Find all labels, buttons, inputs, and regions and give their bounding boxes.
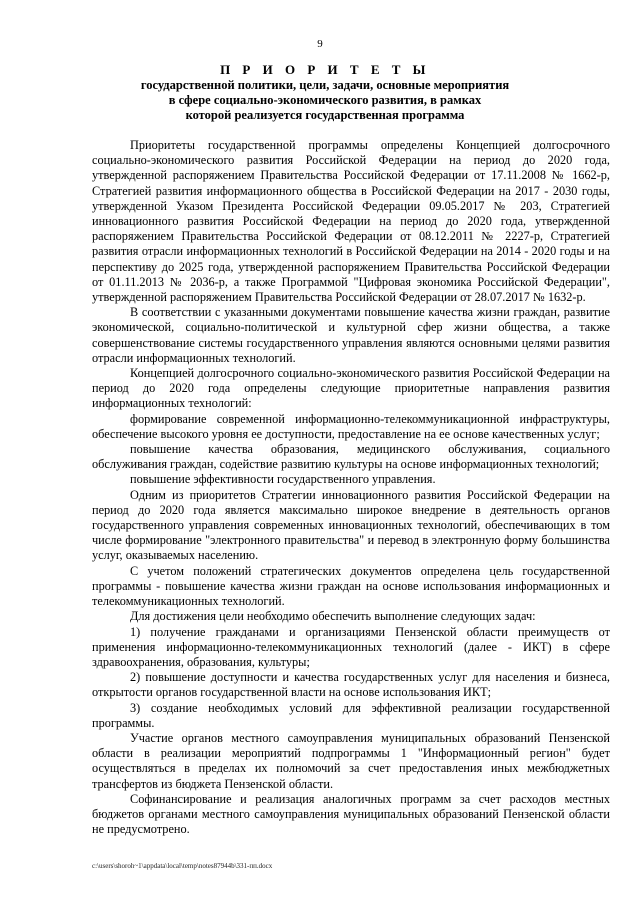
title-line-2: государственной политики, цели, задачи, основные мероприятия [140, 78, 510, 92]
title-line-4: которой реализуется государственная программа [185, 108, 465, 122]
title-line-3: в сфере социально-экономического развития, в рамках [168, 93, 482, 107]
paragraph: повышение эффективности государственного управления. [130, 472, 436, 487]
paragraph: Участие органов местного самоуправления муниципальных образований Пензенской области в реализации мероприятий подпрограммы 1 "Информационный регион" будет осуществляться в пределах их полномочий за счет предоставления иных межбюджетных трансфертов из бюджета Пензенской области. [92, 730, 610, 791]
file-path-footer: c:\users\shoroh~1\appdata\local\temp\notes87944b\331-пп.docx [92, 862, 273, 870]
paragraph: 1) получение гражданами и организациями Пензенской области преимуществ от применения информационно-телекоммуникационных технологий (далее - ИКТ) в сфере здравоохранения, образования, культуры; [92, 624, 610, 669]
paragraph: Для достижения цели необходимо обеспечить выполнение следующих задач: [130, 609, 536, 624]
title-line-1: П Р И О Р И Т Е Т Ы [220, 62, 430, 77]
paragraph: формирование современной информационно-телекоммуникационной инфраструктуры, обеспечение высокого уровня ее доступности, предоставление на ее основе качественных услуг; [92, 411, 610, 441]
paragraph: Приоритеты государственной программы определены Концепцией долгосрочного социально-экономического развития Российской Федерации на период до 2020 года, утвержденной распоряжением Правительства Российской Федерации от 17.11.2008 № 1662-р, Стратегией развития информационного общества в Российской Федерации на 2017 - 2030 годы, утвержденной Указом Президента Российской Федерации 09.05.2017 № 203, Стратегией инновационного развития Российской Федерации на период до 2020 года, утвержденной распоряжением Правительства Российской Федерации от 08.12.2011 № 2227-р, Стратегией развития отрасли информационных технологий в Российской Федерации на 2014 - 2020 годы и на перспективу до 2025 года, утвержденной распоряжением Правительства Российской Федерации от 01.11.2013 № 2036-р, а также Программой "Цифровая экономика Российской Федерации", утвержденной распоряжением Правительства Российской Федерации от 28.07.2017 № 1632-р. [92, 138, 610, 305]
paragraph: 2) повышение доступности и качества государственных услуг для населения и бизнеса, открытости органов государственной власти на основе использования ИКТ; [92, 670, 610, 700]
document-body [92, 138, 610, 837]
paragraph: С учетом положений стратегических документов определена цель государственной программы - повышение качества жизни граждан на основе использования информационных и телекоммуникационных технологий. [92, 563, 610, 609]
paragraph: Софинансирование и реализация аналогичных программ за счет расходов местных бюджетов органами местного самоуправления муниципальных образований Пензенской области не предусмотрено. [92, 791, 610, 837]
document-title [90, 62, 560, 123]
paragraph: Одним из приоритетов Стратегии инновационного развития Российской Федерации на период до 2020 года является максимально широкое внедрение в деятельность органов государственного управления современных инновационных технологий, обеспечивающих в том числе формирование "электронного правительства" и перевод в электронную форму большинства услуг, оказываемых населению. [92, 487, 610, 563]
paragraph: В соответствии с указанными документами повышение качества жизни граждан, развитие экономической, социально-политической и культурной сфер жизни общества, а также совершенствование системы государственного управления являются основными целями развития отрасли информационных технологий. [92, 305, 610, 365]
page-number: 9 [317, 38, 323, 50]
paragraph: Концепцией долгосрочного социально-экономического развития Российской Федерации на период до 2020 года определены следующие приоритетные направления развития информационных технологий: [92, 366, 610, 411]
paragraph: повышение качества образования, медицинского обслуживания, социального обслуживания граждан, содействие развитию культуры на основе информационных технологий; [92, 442, 610, 472]
paragraph: 3) создание необходимых условий для эффективной реализации государственной программы. [92, 700, 610, 730]
